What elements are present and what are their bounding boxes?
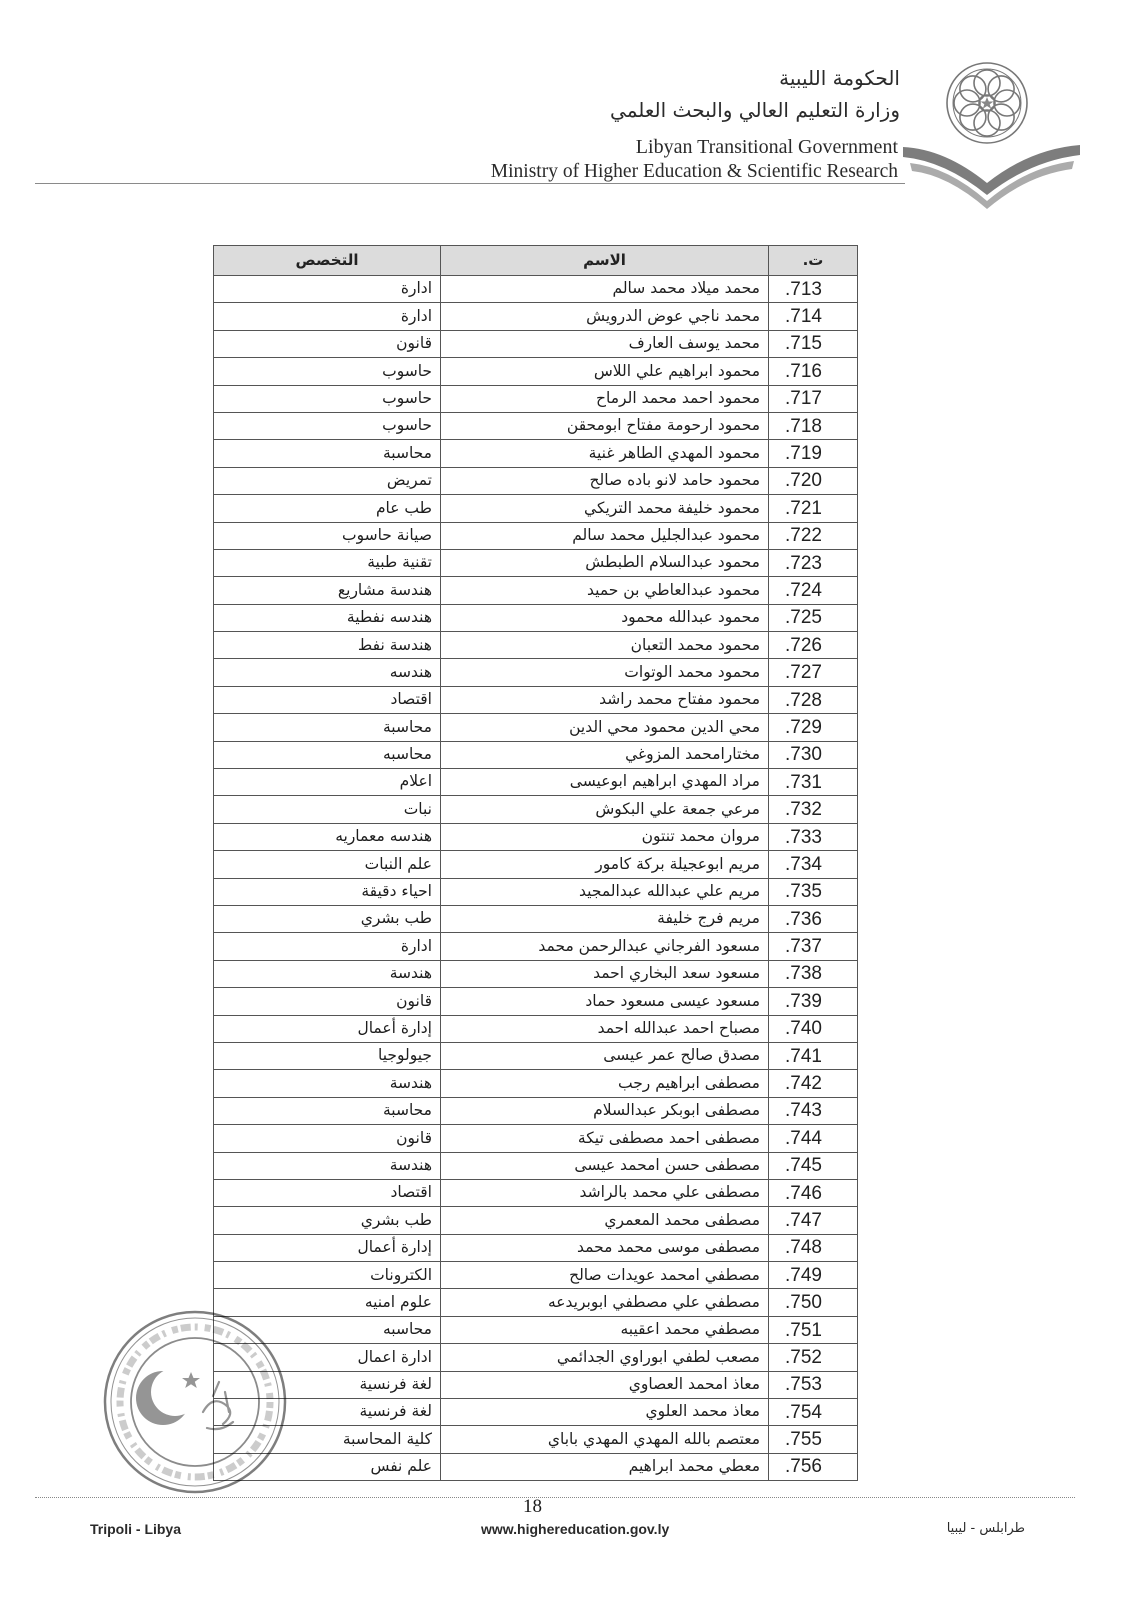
- student-name-cell: محمود عبدالسلام الطبطش: [441, 549, 769, 576]
- table-row: [214, 303, 858, 330]
- table-row: [214, 1042, 858, 1069]
- table-row: [214, 823, 858, 850]
- table-row: [214, 1426, 858, 1453]
- student-name-cell: مسعود الفرجاني عبدالرحمن محمد: [441, 933, 769, 960]
- specialty-cell: لغة فرنسية: [214, 1371, 441, 1398]
- student-name-cell: معاذ امحمد العصاوي: [441, 1371, 769, 1398]
- student-name-cell: محمود عبدالله محمود: [441, 604, 769, 631]
- student-name-cell: مصطفي محمد اعقيبه: [441, 1316, 769, 1343]
- table-row: [214, 1453, 858, 1480]
- row-number-cell: 715.: [769, 330, 858, 357]
- header-divider: [35, 183, 905, 184]
- specialty-cell: حاسوب: [214, 412, 441, 439]
- student-name-cell: مريم فرج خليفة: [441, 905, 769, 932]
- student-name-cell: محمد ناجي عوض الدرويش: [441, 303, 769, 330]
- specialty-cell: صيانة حاسوب: [214, 522, 441, 549]
- student-name-cell: مرعي جمعة علي البكوش: [441, 796, 769, 823]
- table-row: [214, 495, 858, 522]
- student-name-cell: معاذ محمد العلوي: [441, 1399, 769, 1426]
- student-name-cell: مصطفي علي مصطفي ابوبريدعه: [441, 1289, 769, 1316]
- specialty-cell: هندسة: [214, 1070, 441, 1097]
- table-row: [214, 1152, 858, 1179]
- table-row: [214, 1289, 858, 1316]
- specialty-cell: هندسه: [214, 659, 441, 686]
- table-row: [214, 412, 858, 439]
- table-row: [214, 741, 858, 768]
- row-number-cell: 719.: [769, 440, 858, 467]
- government-name-ar: الحكومة الليبية: [779, 66, 900, 90]
- crescent-icon: [136, 1371, 190, 1425]
- table-row: [214, 686, 858, 713]
- table-row: [214, 1344, 858, 1371]
- specialty-cell: هندسة مشاريع: [214, 577, 441, 604]
- specialty-cell: هندسة: [214, 960, 441, 987]
- student-name-cell: مراد المهدي ابراهيم ابوعيسى: [441, 769, 769, 796]
- specialty-cell: نبات: [214, 796, 441, 823]
- row-number-cell: 713.: [769, 276, 858, 303]
- specialty-cell: الكترونات: [214, 1262, 441, 1289]
- row-number-cell: 739.: [769, 988, 858, 1015]
- specialty-cell: ادارة: [214, 303, 441, 330]
- student-name-cell: محمود مفتاح محمد راشد: [441, 686, 769, 713]
- specialty-cell: إدارة أعمال: [214, 1015, 441, 1042]
- row-number-cell: 730.: [769, 741, 858, 768]
- specialty-cell: ادارة: [214, 276, 441, 303]
- student-name-cell: محمد يوسف العارف: [441, 330, 769, 357]
- row-number-cell: 754.: [769, 1399, 858, 1426]
- specialty-cell: اقتصاد: [214, 1179, 441, 1206]
- student-name-cell: مصعب لطفي ابوراوي الجدائمي: [441, 1344, 769, 1371]
- student-name-cell: مصطفى حسن امحمد عيسى: [441, 1152, 769, 1179]
- specialty-cell: اقتصاد: [214, 686, 441, 713]
- footer-website: www.highereducation.gov.ly: [481, 1521, 670, 1537]
- specialty-cell: تمريض: [214, 467, 441, 494]
- table-row: [214, 330, 858, 357]
- specialty-cell: طب بشري: [214, 905, 441, 932]
- student-name-cell: محمود ابراهيم علي اللاس: [441, 358, 769, 385]
- table-row: [214, 1316, 858, 1343]
- row-number-cell: 743.: [769, 1097, 858, 1124]
- student-name-cell: مصطفى موسى محمد محمد: [441, 1234, 769, 1261]
- row-number-cell: 734.: [769, 851, 858, 878]
- table-row: [214, 714, 858, 741]
- student-name-cell: مسعود سعد البخاري احمد: [441, 960, 769, 987]
- table-row: [214, 1371, 858, 1398]
- specialty-cell: محاسبه: [214, 1316, 441, 1343]
- ministry-name-ar: وزارة التعليم العالي والبحث العلمي: [610, 98, 900, 122]
- table-row: [214, 1097, 858, 1124]
- row-number-cell: 745.: [769, 1152, 858, 1179]
- specialty-cell: ادارة: [214, 933, 441, 960]
- student-name-cell: محمود حامد لانو باده صالح: [441, 467, 769, 494]
- column-header-specialty: التخصص: [214, 246, 441, 276]
- student-name-cell: مختارامحمد المزوغي: [441, 741, 769, 768]
- specialty-cell: هندسة نفط: [214, 632, 441, 659]
- table-row: [214, 1234, 858, 1261]
- table-row: [214, 549, 858, 576]
- specialty-cell: طب بشري: [214, 1207, 441, 1234]
- column-header-number: ت.: [769, 246, 858, 276]
- student-name-cell: محمود المهدي الطاهر غنية: [441, 440, 769, 467]
- row-number-cell: 752.: [769, 1344, 858, 1371]
- student-name-cell: محمود ارحومة مفتاح ابومحقن: [441, 412, 769, 439]
- specialty-cell: قانون: [214, 330, 441, 357]
- ministry-name-en: Ministry of Higher Education & Scientific Research: [490, 161, 898, 182]
- table-row: [214, 1125, 858, 1152]
- row-number-cell: 717.: [769, 385, 858, 412]
- specialty-cell: محاسبة: [214, 440, 441, 467]
- table-row: [214, 604, 858, 631]
- specialty-cell: هندسه معماريه: [214, 823, 441, 850]
- row-number-cell: 723.: [769, 549, 858, 576]
- row-number-cell: 747.: [769, 1207, 858, 1234]
- table-row: [214, 1179, 858, 1206]
- specialty-cell: علوم امنيه: [214, 1289, 441, 1316]
- student-name-cell: محي الدين محمود محي الدين: [441, 714, 769, 741]
- specialty-cell: علم نفس: [214, 1453, 441, 1480]
- table-row: [214, 522, 858, 549]
- page-number: 18: [523, 1496, 542, 1517]
- row-number-cell: 742.: [769, 1070, 858, 1097]
- student-name-cell: محمد ميلاد محمد سالم: [441, 276, 769, 303]
- row-number-cell: 724.: [769, 577, 858, 604]
- row-number-cell: 716.: [769, 358, 858, 385]
- student-name-cell: مصباح احمد عبدالله احمد: [441, 1015, 769, 1042]
- table-row: [214, 796, 858, 823]
- row-number-cell: 731.: [769, 769, 858, 796]
- table-row: [214, 878, 858, 905]
- footer-divider: [35, 1497, 1075, 1498]
- row-number-cell: 735.: [769, 878, 858, 905]
- column-header-name: الاسم: [441, 246, 769, 276]
- table-row: [214, 1207, 858, 1234]
- student-name-cell: مسعود عيسى مسعود حماد: [441, 988, 769, 1015]
- specialty-cell: إدارة أعمال: [214, 1234, 441, 1261]
- table-row: [214, 933, 858, 960]
- table-row: [214, 1262, 858, 1289]
- specialty-cell: هندسة: [214, 1152, 441, 1179]
- row-number-cell: 725.: [769, 604, 858, 631]
- row-number-cell: 729.: [769, 714, 858, 741]
- row-number-cell: 737.: [769, 933, 858, 960]
- row-number-cell: 756.: [769, 1453, 858, 1480]
- table-row: [214, 1070, 858, 1097]
- student-name-cell: مريم ابوعجيلة بركة كامور: [441, 851, 769, 878]
- footer-city-en: Tripoli - Libya: [90, 1521, 182, 1537]
- table-row: [214, 769, 858, 796]
- student-name-cell: معطي محمد ابراهيم: [441, 1453, 769, 1480]
- table-row: [214, 851, 858, 878]
- specialty-cell: محاسبة: [214, 714, 441, 741]
- table-row: [214, 988, 858, 1015]
- specialty-cell: حاسوب: [214, 358, 441, 385]
- specialty-cell: محاسبه: [214, 741, 441, 768]
- government-name-en: Libyan Transitional Government: [635, 136, 898, 158]
- row-number-cell: 714.: [769, 303, 858, 330]
- row-number-cell: 736.: [769, 905, 858, 932]
- student-name-cell: مريم علي عبدالله عبدالمجيد: [441, 878, 769, 905]
- student-name-cell: مصطفى محمد المعمري: [441, 1207, 769, 1234]
- students-table: [213, 245, 858, 1481]
- table-row: [214, 358, 858, 385]
- table-row: [214, 440, 858, 467]
- row-number-cell: 720.: [769, 467, 858, 494]
- ministry-logo: [900, 55, 1085, 215]
- row-number-cell: 733.: [769, 823, 858, 850]
- specialty-cell: لغة فرنسية: [214, 1399, 441, 1426]
- row-number-cell: 732.: [769, 796, 858, 823]
- row-number-cell: 748.: [769, 1234, 858, 1261]
- row-number-cell: 744.: [769, 1125, 858, 1152]
- table-body: [214, 276, 858, 1481]
- specialty-cell: قانون: [214, 1125, 441, 1152]
- student-name-cell: محمود احمد محمد الرماح: [441, 385, 769, 412]
- row-number-cell: 746.: [769, 1179, 858, 1206]
- student-name-cell: محمود محمد الوتوات: [441, 659, 769, 686]
- student-name-cell: مصدق صالح عمر عيسى: [441, 1042, 769, 1069]
- row-number-cell: 728.: [769, 686, 858, 713]
- row-number-cell: 726.: [769, 632, 858, 659]
- row-number-cell: 727.: [769, 659, 858, 686]
- row-number-cell: 741.: [769, 1042, 858, 1069]
- specialty-cell: حاسوب: [214, 385, 441, 412]
- specialty-cell: محاسبة: [214, 1097, 441, 1124]
- table-row: [214, 1399, 858, 1426]
- row-number-cell: 738.: [769, 960, 858, 987]
- student-name-cell: مصطفى ابراهيم رجب: [441, 1070, 769, 1097]
- table-row: [214, 659, 858, 686]
- row-number-cell: 722.: [769, 522, 858, 549]
- table-row: [214, 276, 858, 303]
- table-row: [214, 632, 858, 659]
- student-name-cell: مصطفى علي محمد بالراشد: [441, 1179, 769, 1206]
- row-number-cell: 751.: [769, 1316, 858, 1343]
- row-number-cell: 753.: [769, 1371, 858, 1398]
- specialty-cell: تقنية طبية: [214, 549, 441, 576]
- table-row: [214, 577, 858, 604]
- student-name-cell: مروان محمد تنتون: [441, 823, 769, 850]
- stamp-star-icon: [182, 1372, 200, 1388]
- row-number-cell: 750.: [769, 1289, 858, 1316]
- row-number-cell: 755.: [769, 1426, 858, 1453]
- table-row: [214, 905, 858, 932]
- specialty-cell: اعلام: [214, 769, 441, 796]
- specialty-cell: طب عام: [214, 495, 441, 522]
- specialty-cell: ادارة اعمال: [214, 1344, 441, 1371]
- table-row: [214, 385, 858, 412]
- table-header-row: [214, 246, 858, 276]
- student-name-cell: معتصم بالله المهدي المهدي باباي: [441, 1426, 769, 1453]
- specialty-cell: جيولوجيا: [214, 1042, 441, 1069]
- table-row: [214, 1015, 858, 1042]
- student-name-cell: محمود عبدالعاطي بن حميد: [441, 577, 769, 604]
- specialty-cell: قانون: [214, 988, 441, 1015]
- student-name-cell: مصطفي امحمد عويدات صالح: [441, 1262, 769, 1289]
- specialty-cell: علم النبات: [214, 851, 441, 878]
- student-name-cell: مصطفى احمد مصطفى تيكة: [441, 1125, 769, 1152]
- student-name-cell: محمود خليفة محمد التريكي: [441, 495, 769, 522]
- row-number-cell: 718.: [769, 412, 858, 439]
- table-row: [214, 960, 858, 987]
- row-number-cell: 740.: [769, 1015, 858, 1042]
- specialty-cell: هندسه نفطية: [214, 604, 441, 631]
- specialty-cell: كلية المحاسبة: [214, 1426, 441, 1453]
- row-number-cell: 749.: [769, 1262, 858, 1289]
- row-number-cell: 721.: [769, 495, 858, 522]
- footer-city-ar: طرابلس - ليبيا: [946, 1521, 1025, 1536]
- student-name-cell: مصطفى ابوبكر عبدالسلام: [441, 1097, 769, 1124]
- student-name-cell: محمود محمد التعبان: [441, 632, 769, 659]
- student-name-cell: محمود عبدالجليل محمد سالم: [441, 522, 769, 549]
- table-row: [214, 467, 858, 494]
- specialty-cell: احياء دقيقة: [214, 878, 441, 905]
